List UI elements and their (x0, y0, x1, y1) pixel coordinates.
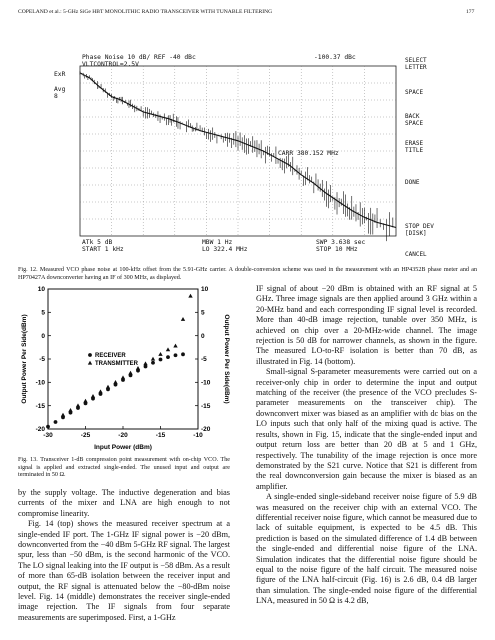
exr-label: ExR (54, 71, 66, 78)
right-paragraph-2: Small-signal S-parameter measurements were carried out on a receiver-only chip in order to determine the input and output matching of the receiver (the presence of the VCO precludes S-parameter measurements on the transceiver chip). The downconvert mixer was biased as an amplifier with dc bias on the LO inputs such that only half of the mixing quad is active. The results, shown in Fig. 15, indicate that the single-ended input and output return loss are better than 20 dB at 5 and 1 GHz, respectively. The tunability of the image rejection is once more demonstrated by the S21 curve. Notice that S21 is different from the real downconversion gain because the mixer is biased as an amplifier. (256, 367, 477, 491)
marker-value: -100.37 dBc (314, 54, 356, 61)
transmitter-point (128, 371, 132, 375)
transmitter-point (91, 394, 95, 398)
y-axis-label-left: Output Power Per Side(dBm) (21, 314, 28, 404)
carrier-label: CARR 380.152 MHz (278, 150, 339, 157)
transmitter-point (76, 403, 80, 407)
transmitter-point (181, 317, 185, 321)
y-tick-label-right: -20 (201, 426, 211, 434)
left-paragraph-2: Fig. 14 (top) shows the measured receiver spectrum at a single-ended IF port. The 1-GHz IF signal power is −20 dBm, downconverted from the −40 dBm 5-GHz RF signal. The largest spur, less than −50 dBm, is the second harmonic of the VCO. The LO signal leaking into the IF output is −58 dBm. As a result of more than 65-dB isolation between the receiver input and output, the RF signal is attenuated below the −80-dBm noise level. Fig. 14 (middle) demonstrates the receiver single-ended image rejection. The IF signals from four separate measurements are superimposed. First, a 1-GHz (18, 519, 230, 622)
transmitter-point (151, 357, 155, 361)
y-tick-label-left: -20 (35, 426, 45, 434)
atten-label: ATk 5 dB (82, 239, 113, 246)
softkey-select-letter: SELECT LETTER (405, 57, 427, 71)
receiver-point (151, 361, 155, 365)
plot-grid (80, 66, 396, 236)
rbw-label: MBW 1 Hz (202, 239, 233, 246)
transmitter-point (173, 344, 177, 348)
chart-legend (88, 353, 139, 367)
x-tick-label: -10 (193, 432, 203, 439)
y-tick-label-left: 10 (37, 286, 45, 294)
receiver-point (54, 420, 58, 424)
transmitter-point (188, 294, 192, 298)
transmitter-point (143, 361, 147, 365)
y-tick-label-left: 5 (41, 309, 45, 317)
softkey-done: DONE (405, 179, 420, 186)
softkey-erase-title: ERASE TITLE (405, 140, 424, 154)
left-column (18, 488, 230, 623)
analyzer-title: Phase Noise 10 dB/ REF -40 dBc (82, 54, 196, 61)
x-tick-label: -30 (43, 432, 53, 439)
y-tick-label-right: 5 (201, 309, 205, 317)
y-tick-label-left: -15 (35, 402, 45, 410)
legend-transmitter-marker (88, 361, 92, 365)
analyzer-plot (52, 48, 448, 263)
softkey-stop-dev: STOP DEV [DISK] (405, 223, 434, 237)
transmitter-point (106, 385, 110, 389)
softkey-space: SPACE (405, 89, 424, 96)
y-tick-label-left: -5 (39, 356, 45, 364)
x-tick-label: -15 (155, 432, 166, 439)
left-paragraph-1: by the supply voltage. The inductive degeneration and bias currents of the mixer and LNA are high enough to not compromise linearity. (18, 488, 230, 518)
sweep-label: SWP 3.638 sec (316, 239, 366, 246)
avg-label: Avg (54, 86, 66, 93)
transmitter-point (113, 380, 117, 384)
page-number: 177 (466, 9, 475, 15)
legend-receiver-marker (88, 353, 92, 357)
fig12-caption: Fig. 12. Measured VCO phase noise at 100-kHz offset from the 5.91-GHz carrier. A double-conversion scheme was used in the measurement with an HP4352B phase meter and an HP70427A downconverter having an IF of 300 MHz, as displayed. (18, 267, 477, 281)
y-tick-label-right: 0 (201, 332, 205, 340)
transmitter-point (121, 375, 125, 379)
right-paragraph-1: IF signal of about −20 dBm is obtained with an RF signal at 5 GHz. Three image signals are then applied around 3 GHz within a 20-MHz band and each corresponding IF signal level is recorded. More than 40-dB image rejection, tunable over 350 MHz, is achieved on chip over a 20-MHz-wide channel. The image rejection is 50 dB for narrower channels, as shown in the figure. The measured LO-to-RF isolation is better than 70 dB, as illustrated in Fig. 14 (bottom). (256, 284, 477, 366)
y-tick-label-right: -15 (201, 402, 211, 410)
running-header: COPELAND et al.: 5-GHz SiGe HBT MONOLITHIC RADIO TRANSCEIVER WITH TUNABLE FILTERING (18, 9, 273, 15)
x-tick-label: -20 (118, 432, 128, 439)
transmitter-point (98, 389, 102, 393)
y-tick-label-right: 10 (201, 286, 209, 294)
control-label: VLTCONTROL=2.5V (82, 61, 139, 68)
y-tick-label-left: -10 (35, 379, 45, 387)
y-tick-label-left: 0 (41, 332, 45, 340)
legend-label: TRANSMITTER (95, 361, 138, 368)
transmitter-point (68, 408, 72, 412)
legend-label: RECEIVER (95, 353, 126, 360)
right-column (256, 284, 477, 607)
fig13-caption: Fig. 13. Transceiver 1-dB compression point measurement with on-chip VCO. The signal is applied and extracted single-ended. The unused input and output are terminated in 50 Ω. (18, 457, 230, 479)
receiver-point (46, 425, 50, 429)
phase-noise-screen (52, 48, 448, 263)
y-tick-label-right: -5 (201, 356, 207, 364)
receiver-point (174, 353, 178, 357)
y-axis-label-right: Output Power Per Side(dBm) (223, 314, 230, 404)
transmitter-point (158, 352, 162, 356)
compression-chart (18, 283, 230, 453)
transmitter-point (166, 347, 170, 351)
softkey-cancel: CANCEL (405, 251, 427, 258)
avg-count: 8 (54, 93, 58, 100)
receiver-point (166, 355, 170, 359)
transmitter-point (83, 399, 87, 403)
softkey-backspace: BACK SPACE (405, 113, 424, 127)
transmitter-point (61, 413, 65, 417)
receiver-point (159, 358, 163, 362)
stop-label: STOP 10 MHz (316, 246, 358, 253)
right-paragraph-3: A single-ended single-sideband receiver noise figure of 5.9 dB was measured on the receiver chip with an external VCO. The differential receiver noise figure, which cannot be measured due to lack of suitable equipment, is expected to be 4.5 dB. This prediction is based on the simulated difference of 1.4 dB between the single-ended and differential noise figure of the LNA. Simulation indicates that the differential noise figure should be equal to the noise figure of the half circuit. The measured noise figure of the LNA half-circuit (Fig. 16) is 2.6 dB, 0.4 dB larger than simulation. The single-ended noise figure of the differential LNA, measured in 50 Ω is 4.2 dB, (256, 492, 477, 606)
start-label: START 1 kHz (82, 246, 124, 253)
trace-noise (80, 71, 393, 241)
y-tick-label-right: -10 (201, 379, 211, 387)
x-axis-label: Input Power (dBm) (94, 444, 152, 451)
x-tick-label: -25 (80, 432, 91, 439)
receiver-point (181, 352, 185, 356)
lo-label: LO 322.4 MHz (202, 246, 248, 253)
